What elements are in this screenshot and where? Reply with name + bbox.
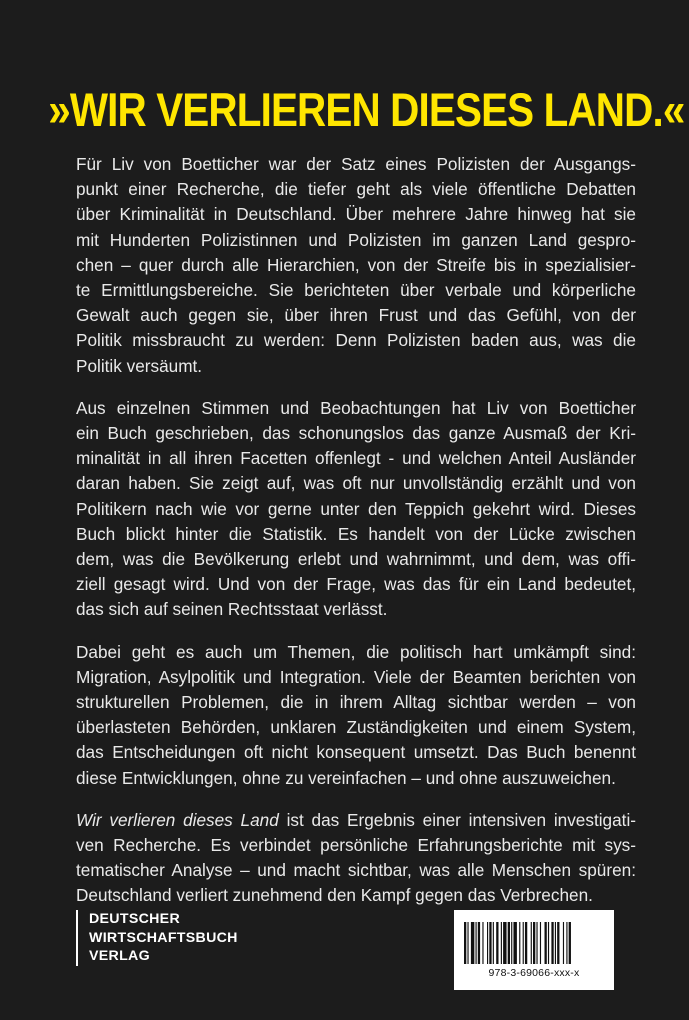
text-fragment: ist das Ergebnis einer intensiven investigati- [278, 809, 636, 830]
text-line: strukturellen Problemen, die in ihrem Alltag sichtbar werden – von [76, 692, 636, 713]
text-line: über Kriminalität in Deutschland. Über mehrere Jahre hinweg hat sie [76, 204, 636, 225]
text-line: Politik missbraucht zu werden: Denn Polizisten baden aus, was die [76, 330, 636, 351]
text-line: Gewalt auch gegen sie, über ihren Frust und das Gefühl, von der [76, 305, 636, 326]
publisher-line: WIRTSCHAFTSBUCH [89, 929, 238, 946]
barcode-bars-icon [464, 922, 604, 964]
text-line: das Entscheidungen oft nicht konsequent umsetzt. Das Buch benennt [76, 742, 636, 763]
publisher-line: DEUTSCHER [89, 911, 180, 927]
text-line: das sich auf seinen Rechtsstaat verlässt. [76, 599, 388, 620]
text-line: Politik versäumt. [76, 355, 203, 376]
text-line: mit Hunderten Polizistinnen und Polizisten im ganzen Land gespro- [76, 229, 636, 250]
text-line: Für Liv von Boetticher war der Satz eines Polizisten der Ausgangs- [76, 154, 636, 174]
text-line: Buch blickt hinter die Statistik. Es handelt von der Lücke zwischen [76, 523, 636, 544]
text-line: tematischer Analyse – und macht sichtbar, was alle Menschen spüren: [76, 860, 636, 881]
barcode [454, 910, 614, 990]
text-line [76, 808, 636, 833]
text-line: punkt einer Recherche, die tiefer geht als viele öffentliche Debatten [76, 179, 636, 200]
text-line: überlasteten Behörden, unklaren Zuständigkeiten und einem System, [76, 717, 636, 738]
blurb-text [76, 152, 636, 926]
text-line: chen – quer durch alle Hierarchien, von der Streife bis in spezialisier- [76, 254, 636, 275]
text-line: Aus einzelnen Stimmen und Beobachtungen hat Liv von Boetticher [76, 397, 636, 418]
text-line: ven Recherche. Es verbindet persönliche Erfahrungsberichte mit sys- [76, 835, 636, 856]
headline: »WIR VERLIEREN DIESES LAND.« [48, 83, 685, 136]
text-line: daran haben. Sie zeigt auf, was oft nur unvollständig erzählt und von [76, 473, 636, 494]
text-line: Politikern nach wie vor gerne unter den Teppich gekehrt wird. Dieses [76, 498, 636, 519]
text-line: Migration, Asylpolitik und Integration. Viele der Beamten berichten von [76, 666, 636, 687]
text-line: ein Buch geschrieben, das schonungslos das ganze Ausmaß der Kri- [76, 423, 636, 444]
paragraph-2 [76, 396, 636, 623]
publisher-line: VERLAG [89, 948, 150, 964]
paragraph-1 [76, 152, 636, 379]
paragraph-4 [76, 808, 636, 909]
text-line: te Ermittlungsbereiche. Sie berichteten über verbale und körperliche [76, 280, 636, 301]
isbn-number: 978-3-69066-xxx-x [488, 967, 580, 979]
paragraph-3 [76, 640, 636, 791]
text-line: minalität in all ihren Facetten offenlegt - und welchen Anteil Ausländer [76, 448, 636, 469]
text-line: Deutschland verliert zunehmend den Kampf gegen das Verbrechen. [76, 885, 593, 906]
publisher-logo [76, 910, 238, 966]
book-title-italic: Wir verlieren dieses Land [76, 809, 279, 830]
text-line: diese Entwicklungen, ohne zu vereinfachen – und ohne auszuweichen. [76, 767, 616, 788]
text-line: dem, was die Bevölkerung erlebt und wahrnimmt, und dem, was offi- [76, 549, 636, 570]
text-line: ziell gesagt wird. Und von der Frage, was das für ein Land bedeutet, [76, 574, 636, 595]
text-line: Dabei geht es auch um Themen, die politisch hart umkämpft sind: [76, 641, 636, 662]
